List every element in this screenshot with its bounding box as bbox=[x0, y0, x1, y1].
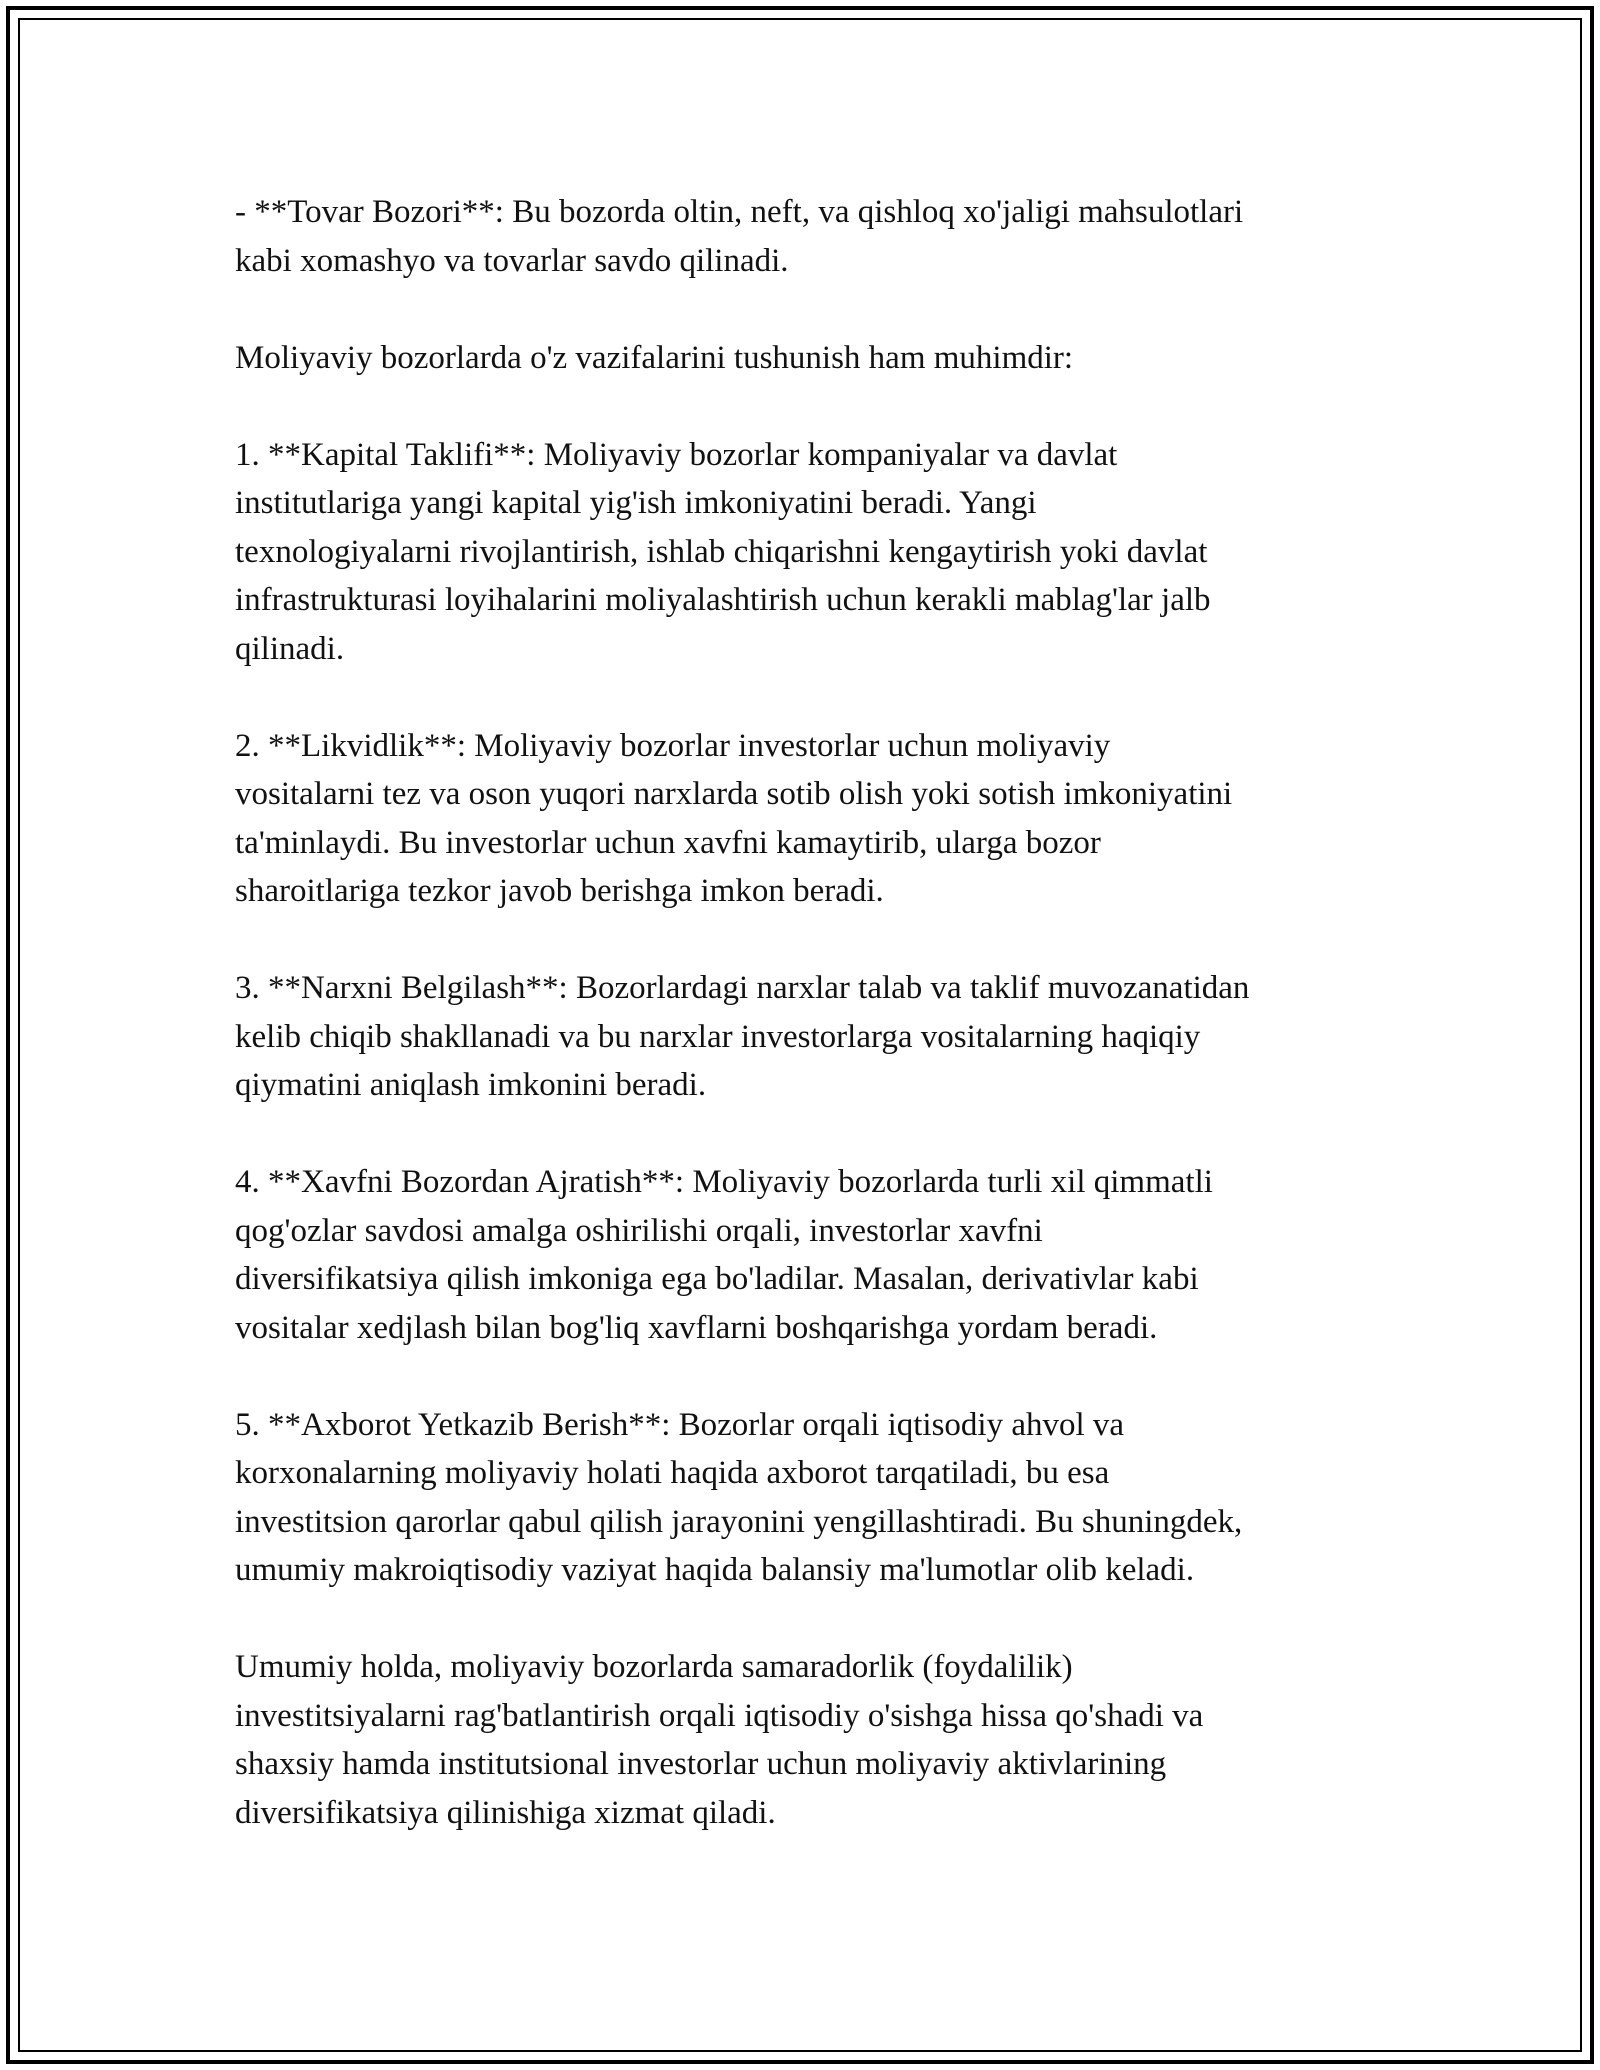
paragraph-conclusion: Umumiy holda, moliyaviy bozorlarda samaradorlik (foydalilik) investitsiyalarni rag'batlantirish orqali iqtisodiy o'sishga hissa qo'shadi va shaxsiy hamda institutsional investorlar uchun moliyaviy aktivlarining diversifikatsiya qilinishiga xizmat qiladi. bbox=[235, 1649, 1204, 1831]
paragraph-functions-intro: Moliyaviy bozorlarda o'z vazifalarini tushunish ham muhimdir: bbox=[235, 339, 1074, 376]
paragraph-liquidity: 2. **Likvidlik**: Moliyaviy bozorlar investorlar uchun moliyaviy vositalarni tez va oson yuqori narxlarda sotib olish yoki sotish imkoniyatini ta'minlaydi. Bu investorlar uchun xavfni kamaytirib, ularga bozor sharoitlariga tezkor javob berishga imkon beradi. bbox=[235, 727, 1233, 909]
document-body bbox=[235, 188, 1375, 1837]
paragraph-information-delivery: 5. **Axborot Yetkazib Berish**: Bozorlar orqali iqtisodiy ahvol va korxonalarning moliyaviy holati haqida axborot tarqatiladi, bu esa investitsion qarorlar qabul qilish jarayonini yengillashtiradi. Bu shuningdek, umumiy makroiqtisodiy vaziyat haqida balansiy ma'lumotlar olib keladi. bbox=[235, 1406, 1243, 1588]
paragraph-price-discovery: 3. **Narxni Belgilash**: Bozorlardagi narxlar talab va taklif muvozanatidan kelib chiqib shakllanadi va bu narxlar investorlarga vositalarning haqiqiy qiymatini aniqlash imkonini beradi. bbox=[235, 970, 1250, 1103]
paragraph-capital-supply: 1. **Kapital Taklifi**: Moliyaviy bozorlar kompaniyalar va davlat institutlariga yangi kapital yig'ish imkoniyatini beradi. Yangi texnologiyalarni rivojlantirish, ishlab chiqarishni kengaytirish yoki davlat infrastrukturasi loyihalarini moliyalashtirish uchun kerakli mablag'lar jalb qilinadi. bbox=[235, 436, 1211, 667]
paragraph-risk-sharing: 4. **Xavfni Bozordan Ajratish**: Moliyaviy bozorlarda turli xil qimmatli qog'ozlar savdosi amalga oshirilishi orqali, investorlar xavfni diversifikatsiya qilish imkoniga ega bo'ladilar. Masalan, derivativlar kabi vositalar xedjlash bilan bog'liq xavflarni boshqarishga yordam beradi. bbox=[235, 1164, 1213, 1346]
paragraph-commodity-market: - **Tovar Bozori**: Bu bozorda oltin, neft, va qishloq xo'jaligi mahsulotlari kabi xomashyo va tovarlar savdo qilinadi. bbox=[235, 194, 1244, 279]
